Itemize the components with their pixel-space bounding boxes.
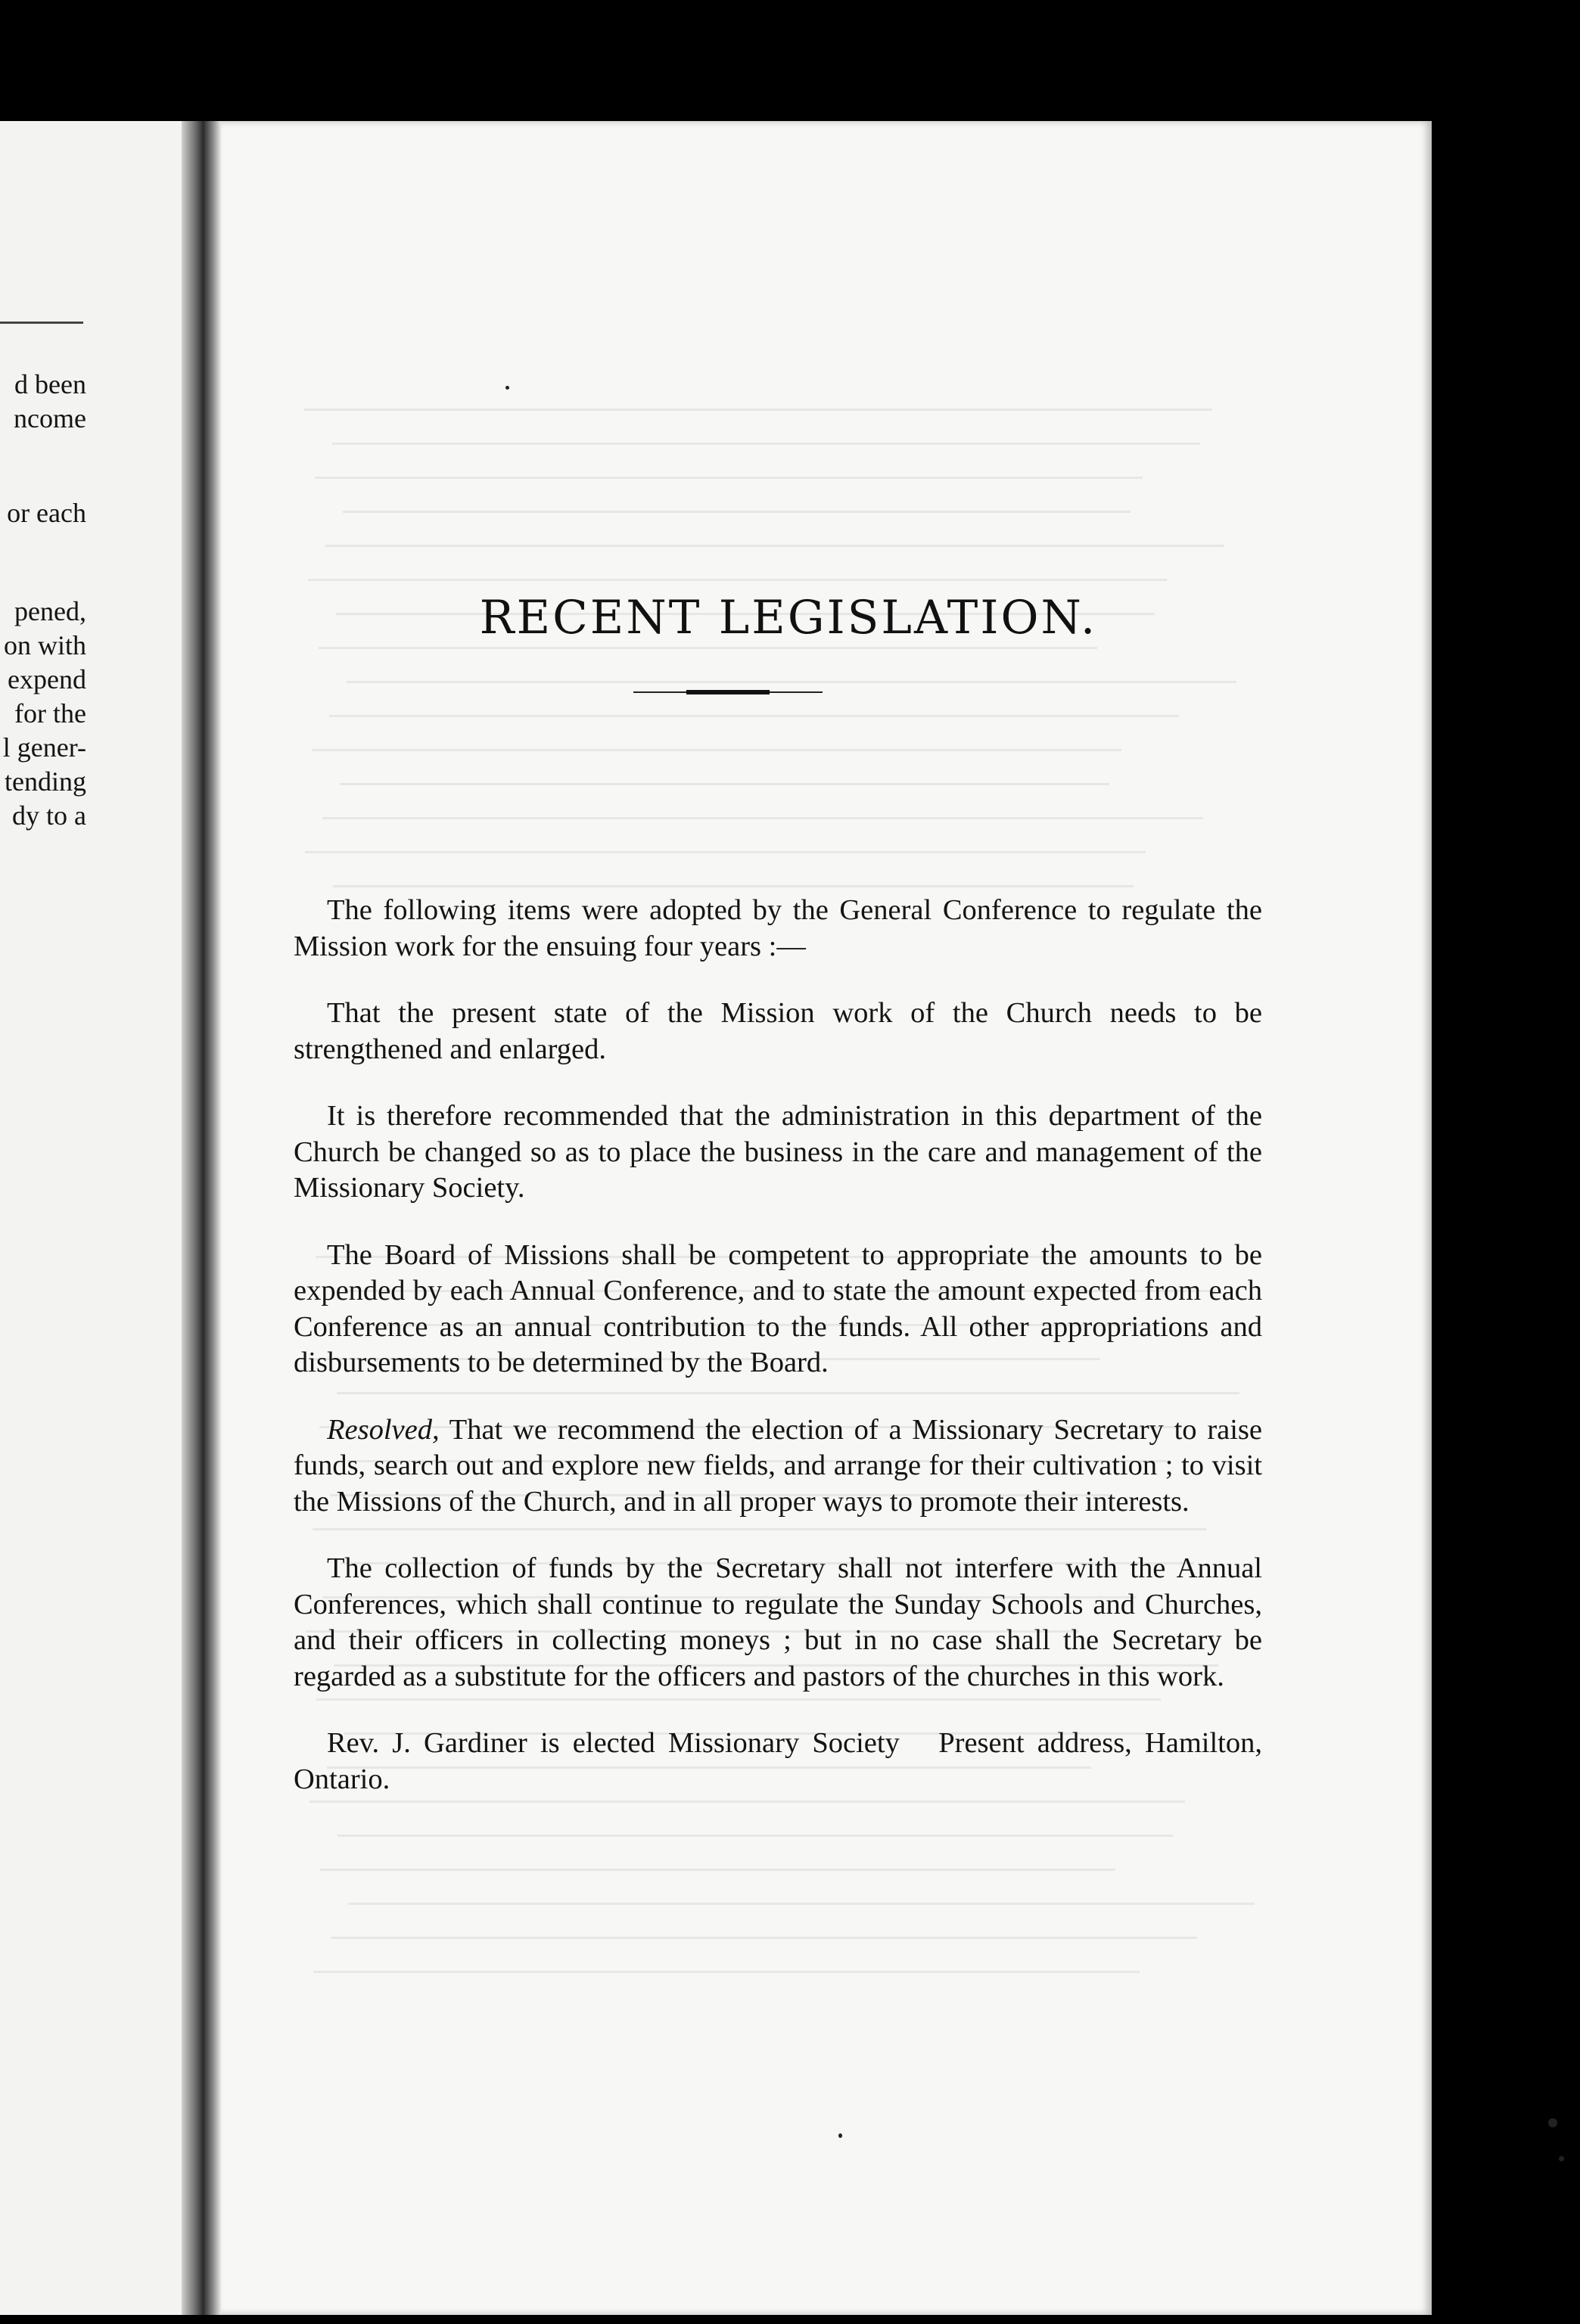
paragraph-lead: Resolved, xyxy=(327,1413,440,1446)
bleed-through-stroke xyxy=(343,511,1131,513)
paragraph-text: That we recommend the election of a Missionary Secretary to raise funds, search out and explore new fields, and arrange for their cultivation ; to visit the Missions of the Church, and in all proper ways to promote their interests. xyxy=(294,1413,1262,1518)
left-page-line: expend xyxy=(8,664,86,694)
paragraph-text: The following items were adopted by the General Conference to regulate the Mission work for the ensuing four years :— xyxy=(294,894,1262,962)
paragraph xyxy=(294,893,1262,965)
bleed-through-stroke xyxy=(313,1971,1140,1973)
bleed-through-stroke xyxy=(347,681,1236,683)
page xyxy=(221,121,1432,2315)
left-page-line: ncome xyxy=(14,403,86,433)
left-page-line: on with xyxy=(3,630,86,660)
paragraph-text: It is therefore recommended that the administration in this department of the Church be changed so as to place the business in the care and management of the Missionary Society. xyxy=(294,1100,1262,1204)
bleed-through-stroke xyxy=(312,749,1121,751)
ink-speck xyxy=(505,386,509,390)
bleed-through-stroke xyxy=(348,1903,1255,1905)
paragraph xyxy=(294,1238,1262,1381)
bleed-through-stroke xyxy=(333,885,1134,887)
left-page-line: l gener- xyxy=(2,732,86,763)
bleed-through-stroke xyxy=(308,579,1167,581)
paragraph-text: That the present state of the Mission work of the Church needs to be strengthened and enlarged. xyxy=(294,997,1262,1065)
paragraph-text: The collection of funds by the Secretary shall not interfere with the Annual Conferences, which shall continue to regulate the Sunday Schools and Churches, and their officers in collecting moneys ; but in no case shall the Secretary be regarded as a substitute for the officers and pastors of the churches in this work. xyxy=(294,1552,1262,1692)
paragraph xyxy=(294,1726,1270,1797)
left-page-line: pened, xyxy=(14,596,86,626)
left-page-line: or each xyxy=(7,498,86,528)
ink-speck xyxy=(1559,2156,1564,2161)
left-page-line: for the xyxy=(14,698,86,729)
left-page-line: d been xyxy=(14,369,86,399)
title-ornament-rule xyxy=(633,690,823,694)
left-page-rule xyxy=(0,322,83,324)
left-page-fragment xyxy=(0,121,189,2315)
ink-speck xyxy=(838,2133,842,2138)
left-page-line: tending xyxy=(5,766,86,797)
paragraph xyxy=(294,996,1262,1067)
bleed-through-stroke xyxy=(340,783,1109,785)
left-page-line: dy to a xyxy=(12,800,86,831)
bleed-through-stroke xyxy=(320,1869,1115,1871)
bleed-through-stroke xyxy=(329,715,1179,717)
paragraph xyxy=(294,1551,1262,1695)
bleed-through-stroke xyxy=(304,409,1212,411)
paragraph xyxy=(294,1098,1262,1207)
paragraph-text: Rev. J. Gardiner is elected Missionary Society Present address, Hamilton, Ontario. xyxy=(294,1727,1270,1795)
paragraph-text: The Board of Missions shall be competent to appropriate the amounts to be expended by each Annual Conference, and to state the amount expected from each Conference as an annual contribution to the funds. All other appropriations and disbursements to be determined by the Board. xyxy=(294,1238,1262,1378)
paragraph xyxy=(294,1412,1262,1521)
ink-speck xyxy=(1548,2118,1557,2127)
bleed-through-stroke xyxy=(315,477,1143,479)
bleed-through-stroke xyxy=(332,443,1200,445)
bleed-through-stroke xyxy=(319,647,1097,649)
bleed-through-stroke xyxy=(325,545,1224,547)
bleed-through-stroke xyxy=(322,817,1203,819)
bleed-through-stroke xyxy=(305,851,1146,853)
page-title: RECENT LEGISLATION. xyxy=(479,590,1098,645)
bleed-through-stroke xyxy=(337,1835,1173,1837)
book-gutter xyxy=(182,121,221,2315)
body-text xyxy=(294,893,1270,1828)
bleed-through-stroke xyxy=(331,1937,1197,1939)
